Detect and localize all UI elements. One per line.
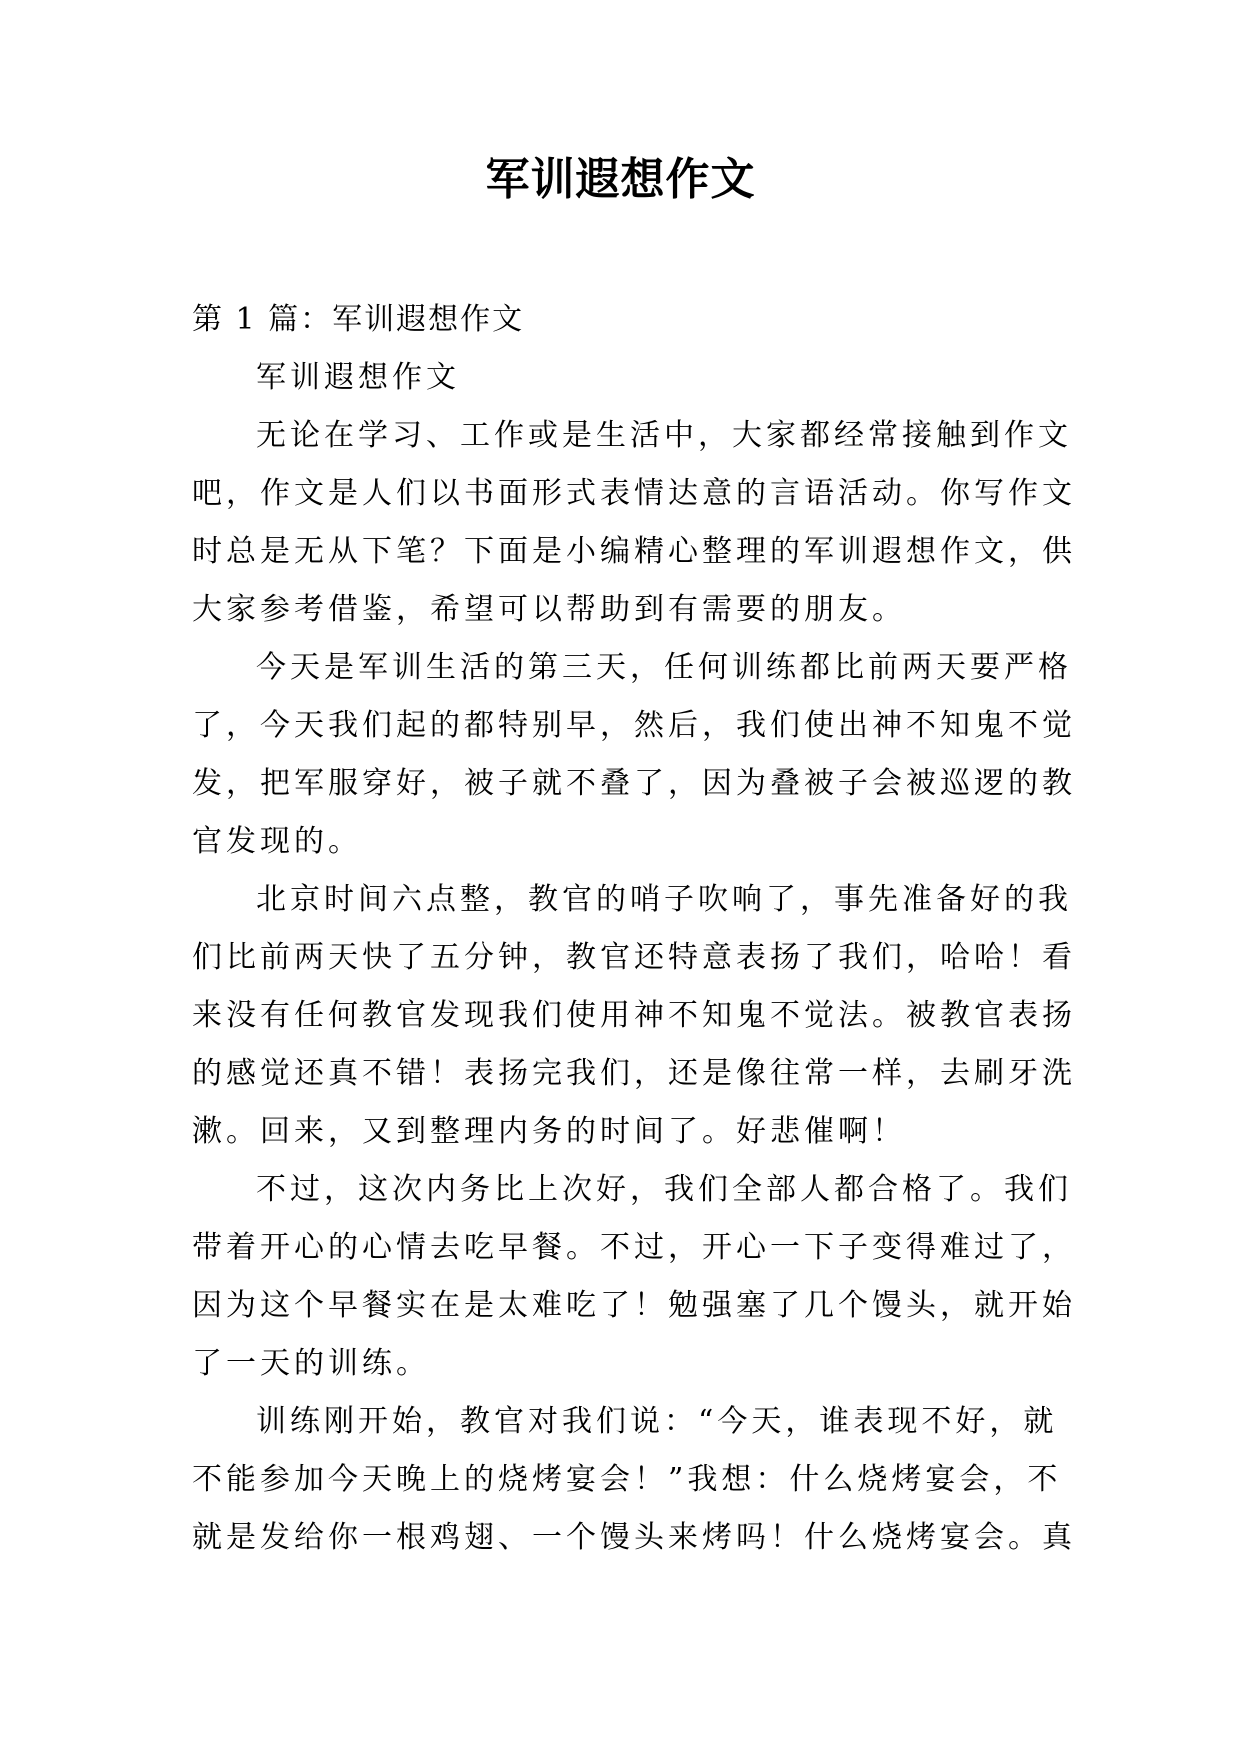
text-line: 带着开心的心情去吃早餐。不过，开心一下子变得难过了， bbox=[192, 1230, 1076, 1265]
text-line: 来没有任何教官发现我们使用神不知鬼不觉法。被教官表扬 bbox=[192, 998, 1076, 1033]
text-line: 训练刚开始，教官对我们说：“今天，谁表现不好，就 bbox=[256, 1404, 1058, 1439]
text-line: 时总是无从下笔？下面是小编精心整理的军训遐想作文，供 bbox=[192, 534, 1076, 569]
document-body bbox=[192, 291, 1092, 1567]
text-line: 们比前两天快了五分钟，教官还特意表扬了我们，哈哈！看 bbox=[192, 940, 1076, 975]
text-line: 发，把军服穿好，被子就不叠了，因为叠被子会被巡逻的教 bbox=[192, 766, 1076, 801]
text-line: 大家参考借鉴，希望可以帮助到有需要的朋友。 bbox=[192, 592, 906, 627]
text-line: 无论在学习、工作或是生活中，大家都经常接触到作文 bbox=[256, 418, 1072, 453]
text-line: 因为这个早餐实在是太难吃了！勉强塞了几个馒头，就开始 bbox=[192, 1288, 1076, 1323]
text-line: 不过，这次内务比上次好，我们全部人都合格了。我们 bbox=[256, 1172, 1072, 1207]
text-line: 官发现的。 bbox=[192, 824, 362, 859]
text-line: 今天是军训生活的第三天，任何训练都比前两天要严格 bbox=[256, 650, 1072, 685]
document-title: 军训遐想作文 bbox=[485, 154, 756, 205]
text-line: 漱。回来，又到整理内务的时间了。好悲催啊！ bbox=[192, 1114, 906, 1149]
essay-subtitle: 军训遐想作文 bbox=[256, 360, 460, 395]
text-line: 就是发给你一根鸡翅、一个馒头来烤吗！什么烧烤宴会。真 bbox=[192, 1520, 1076, 1555]
text-line: 北京时间六点整，教官的哨子吹响了，事先准备好的我 bbox=[256, 882, 1072, 917]
section-heading: 第 1 篇：军训遐想作文 bbox=[192, 302, 525, 337]
text-line: 吧，作文是人们以书面形式表情达意的言语活动。你写作文 bbox=[192, 476, 1076, 511]
text-line: 了一天的训练。 bbox=[192, 1346, 430, 1381]
text-line: 了，今天我们起的都特别早，然后，我们使出神不知鬼不觉 bbox=[192, 708, 1076, 743]
text-line: 的感觉还真不错！表扬完我们，还是像往常一样，去刷牙洗 bbox=[192, 1056, 1076, 1091]
text-line: 不能参加今天晚上的烧烤宴会！”我想：什么烧烤宴会，不 bbox=[192, 1462, 1062, 1497]
